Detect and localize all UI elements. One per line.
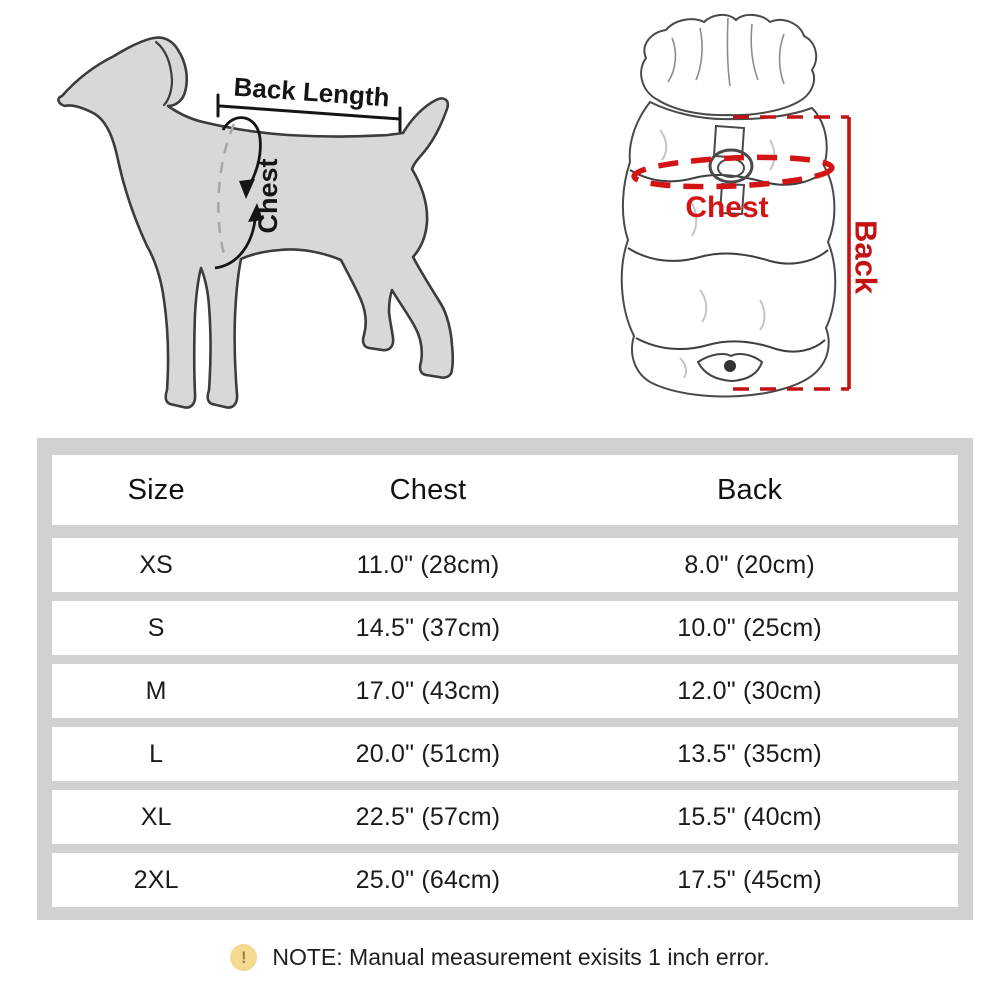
- back-value: 10.0" (25cm): [677, 613, 822, 642]
- size-table-row-s: [52, 601, 958, 655]
- note-text: NOTE: Manual measurement exisits 1 inch error.: [272, 944, 770, 970]
- size-table: [37, 438, 973, 920]
- chest-value: 22.5" (57cm): [355, 802, 501, 831]
- size-table-row-l: [52, 727, 958, 781]
- size-value: XS: [139, 550, 174, 579]
- dog-silhouette-illustration: [58, 38, 452, 408]
- size-table-row-2xl: [52, 853, 958, 907]
- size-value: M: [145, 676, 167, 705]
- back-length-label: Back Length: [232, 71, 391, 113]
- chest-value: 20.0" (51cm): [355, 739, 501, 768]
- warning-exclamation-icon: !: [230, 944, 257, 971]
- size-value: L: [149, 739, 164, 768]
- size-value: XL: [140, 802, 172, 831]
- chest-value: 11.0" (28cm): [356, 550, 500, 579]
- size-table-header-row: [52, 455, 958, 525]
- chest-value: 17.0" (43cm): [355, 676, 501, 705]
- back-value: 17.5" (45cm): [677, 865, 822, 894]
- chest-value: 25.0" (64cm): [355, 865, 501, 894]
- dog-chest-label: Chest: [253, 158, 283, 234]
- measurement-note: [0, 944, 1000, 971]
- measurement-diagram: [0, 0, 1000, 445]
- size-table-row-m: [52, 664, 958, 718]
- header-chest: Chest: [389, 473, 467, 506]
- back-value: 8.0" (20cm): [684, 550, 815, 579]
- size-table-row-xl: [52, 790, 958, 844]
- back-value: 13.5" (35cm): [677, 739, 822, 768]
- back-value: 12.0" (30cm): [677, 676, 822, 705]
- size-value: 2XL: [133, 865, 179, 894]
- size-table-row-xs: [52, 538, 958, 592]
- header-size: Size: [127, 473, 185, 506]
- vest-chest-label: Chest: [685, 191, 769, 224]
- vest-back-label: Back: [848, 219, 884, 295]
- header-back: Back: [716, 473, 783, 506]
- chest-value: 14.5" (37cm): [355, 613, 501, 642]
- back-value: 15.5" (40cm): [677, 802, 822, 831]
- size-value: S: [147, 613, 165, 642]
